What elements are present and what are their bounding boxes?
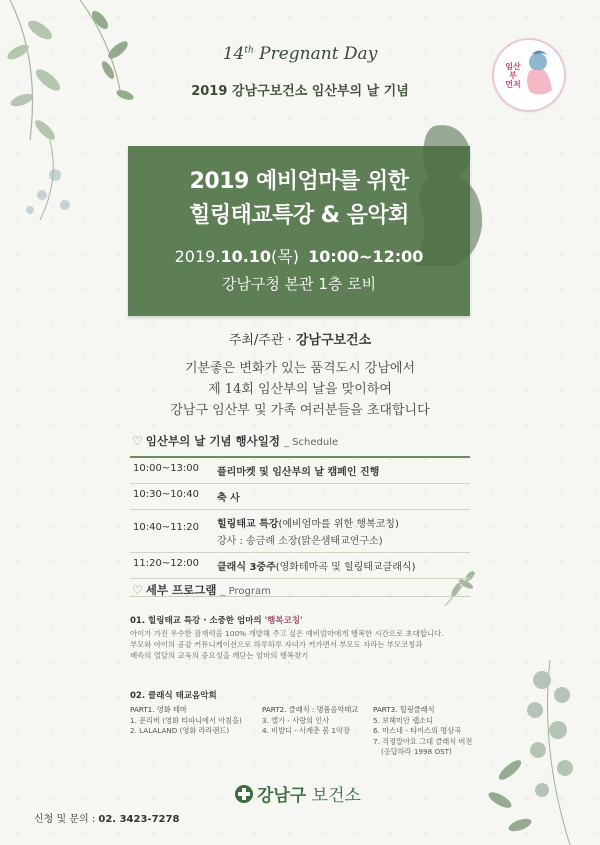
program-part1-description xyxy=(130,628,475,661)
schedule-event: 축 사 xyxy=(214,484,470,510)
concert-part-column xyxy=(130,705,242,737)
table-row xyxy=(130,484,470,510)
program-heading: ♡ 세부 프로그램 _ Program xyxy=(132,583,271,597)
hero-title-line1: 2019 예비엄마를 위한 xyxy=(189,169,409,194)
schedule-event: 플리마켓 및 임산부의 날 캠페인 진행 xyxy=(214,457,470,484)
program-part1-title: 01. 힐링태교 특강 · 소중한 엄마의 '행복코칭' xyxy=(130,616,303,626)
host-line: 주최/주관 · 강남구보건소 xyxy=(228,333,372,348)
schedule-event: 클래식 3중주(영화테마곡 및 힐링태교클래식) xyxy=(214,553,470,579)
schedule-table xyxy=(130,456,470,579)
description-line: 배속의 열달의 교육의 중요성을 깨닫는 엄마의 행복찾기 xyxy=(130,651,309,660)
contact-info: 신청 및 문의 : 02. 3423-7278 xyxy=(34,814,180,825)
divider xyxy=(130,596,470,597)
event-korean-title: 2019 강남구보건소 임산부의 날 기념 xyxy=(191,84,409,99)
schedule-event: 힐링태교 특강(예비엄마를 위한 행복코칭) 강사 : 송금례 소장(맑은샘태교연구소) xyxy=(214,510,470,553)
list-item: 7. 걱정말아요 그대 클래식 버전 xyxy=(373,736,473,746)
list-item: 2. LALALAND (영화 라라랜드) xyxy=(130,726,230,735)
list-item: 6. 마스네 - 타이스의 명상곡 xyxy=(373,726,462,735)
concert-part-column xyxy=(373,705,472,758)
list-item: 4. 비발디 - 사계춘 봄 1악장 xyxy=(262,726,350,735)
description-line: 부모와 아이의 공감 커뮤니케이션으로 하루하루 자녀가 커가면서 부모도 자라는 부모코칭과 xyxy=(130,640,423,649)
heart-icon: ♡ xyxy=(132,583,143,597)
table-row xyxy=(130,457,470,484)
table-row xyxy=(130,510,470,553)
schedule-heading: ♡ 임산부의 날 기념 행사일정 _ Schedule xyxy=(132,434,339,448)
schedule-time: 11:20~12:00 xyxy=(130,553,214,579)
list-item: 3. 엘가 - 사랑의 인사 xyxy=(262,715,330,725)
description-line: 아이가 가진 우수한 잠재력을 100% 개발해 주고 싶은 예비엄마에게 행복한 시간으로 초대합니다. xyxy=(130,629,444,638)
schedule-time: 10:40~11:20 xyxy=(130,510,214,553)
gangnam-health-center-logo: 강남구 보건소 xyxy=(234,781,361,806)
program-part2-title: 02. 클래식 태교음악회 xyxy=(130,691,217,701)
schedule-time: 10:00~13:00 xyxy=(130,457,214,484)
intro-line: 기분좋은 변화가 있는 품격도시 강남에서 xyxy=(184,361,415,376)
intro-line: 제 14회 임산부의 날을 맞이하여 xyxy=(208,382,392,397)
hero-date-time: 2019.10.10(목) 10:00~12:00 xyxy=(174,247,424,266)
intro-text xyxy=(0,358,600,421)
leaf-branch-decoration-bottom-right xyxy=(480,650,600,845)
event-english-title: 14th Pregnant Day xyxy=(222,44,378,64)
health-cross-icon xyxy=(234,784,254,804)
pregnant-first-badge xyxy=(494,40,564,110)
concert-part-column xyxy=(262,705,358,737)
list-item: (응답하라 1998 OST) xyxy=(381,747,452,756)
schedule-time: 10:30~10:40 xyxy=(130,484,214,510)
table-row xyxy=(130,553,470,579)
part-title: PART1. 영화 테마 xyxy=(130,705,187,714)
hero-title-line2: 힐링태교특강 & 음악회 xyxy=(189,203,409,228)
list-item: 5. 보헤미안 랩소디 xyxy=(373,715,434,725)
part-title: PART2. 클래식 : 명품음악태교 xyxy=(262,705,359,714)
intro-line: 강남구 임산부 및 가족 여러분들을 초대합니다 xyxy=(170,403,430,418)
list-item: 1. 문리버 (영화 티파니에서 아침을) xyxy=(130,715,242,725)
hero-banner xyxy=(128,146,470,316)
hero-place: 강남구청 본관 1층 로비 xyxy=(221,275,377,293)
badge-label: 임산부 먼저 xyxy=(505,62,521,89)
heart-icon: ♡ xyxy=(132,434,143,448)
part-title: PART3. 힐링클래식 xyxy=(373,705,435,714)
